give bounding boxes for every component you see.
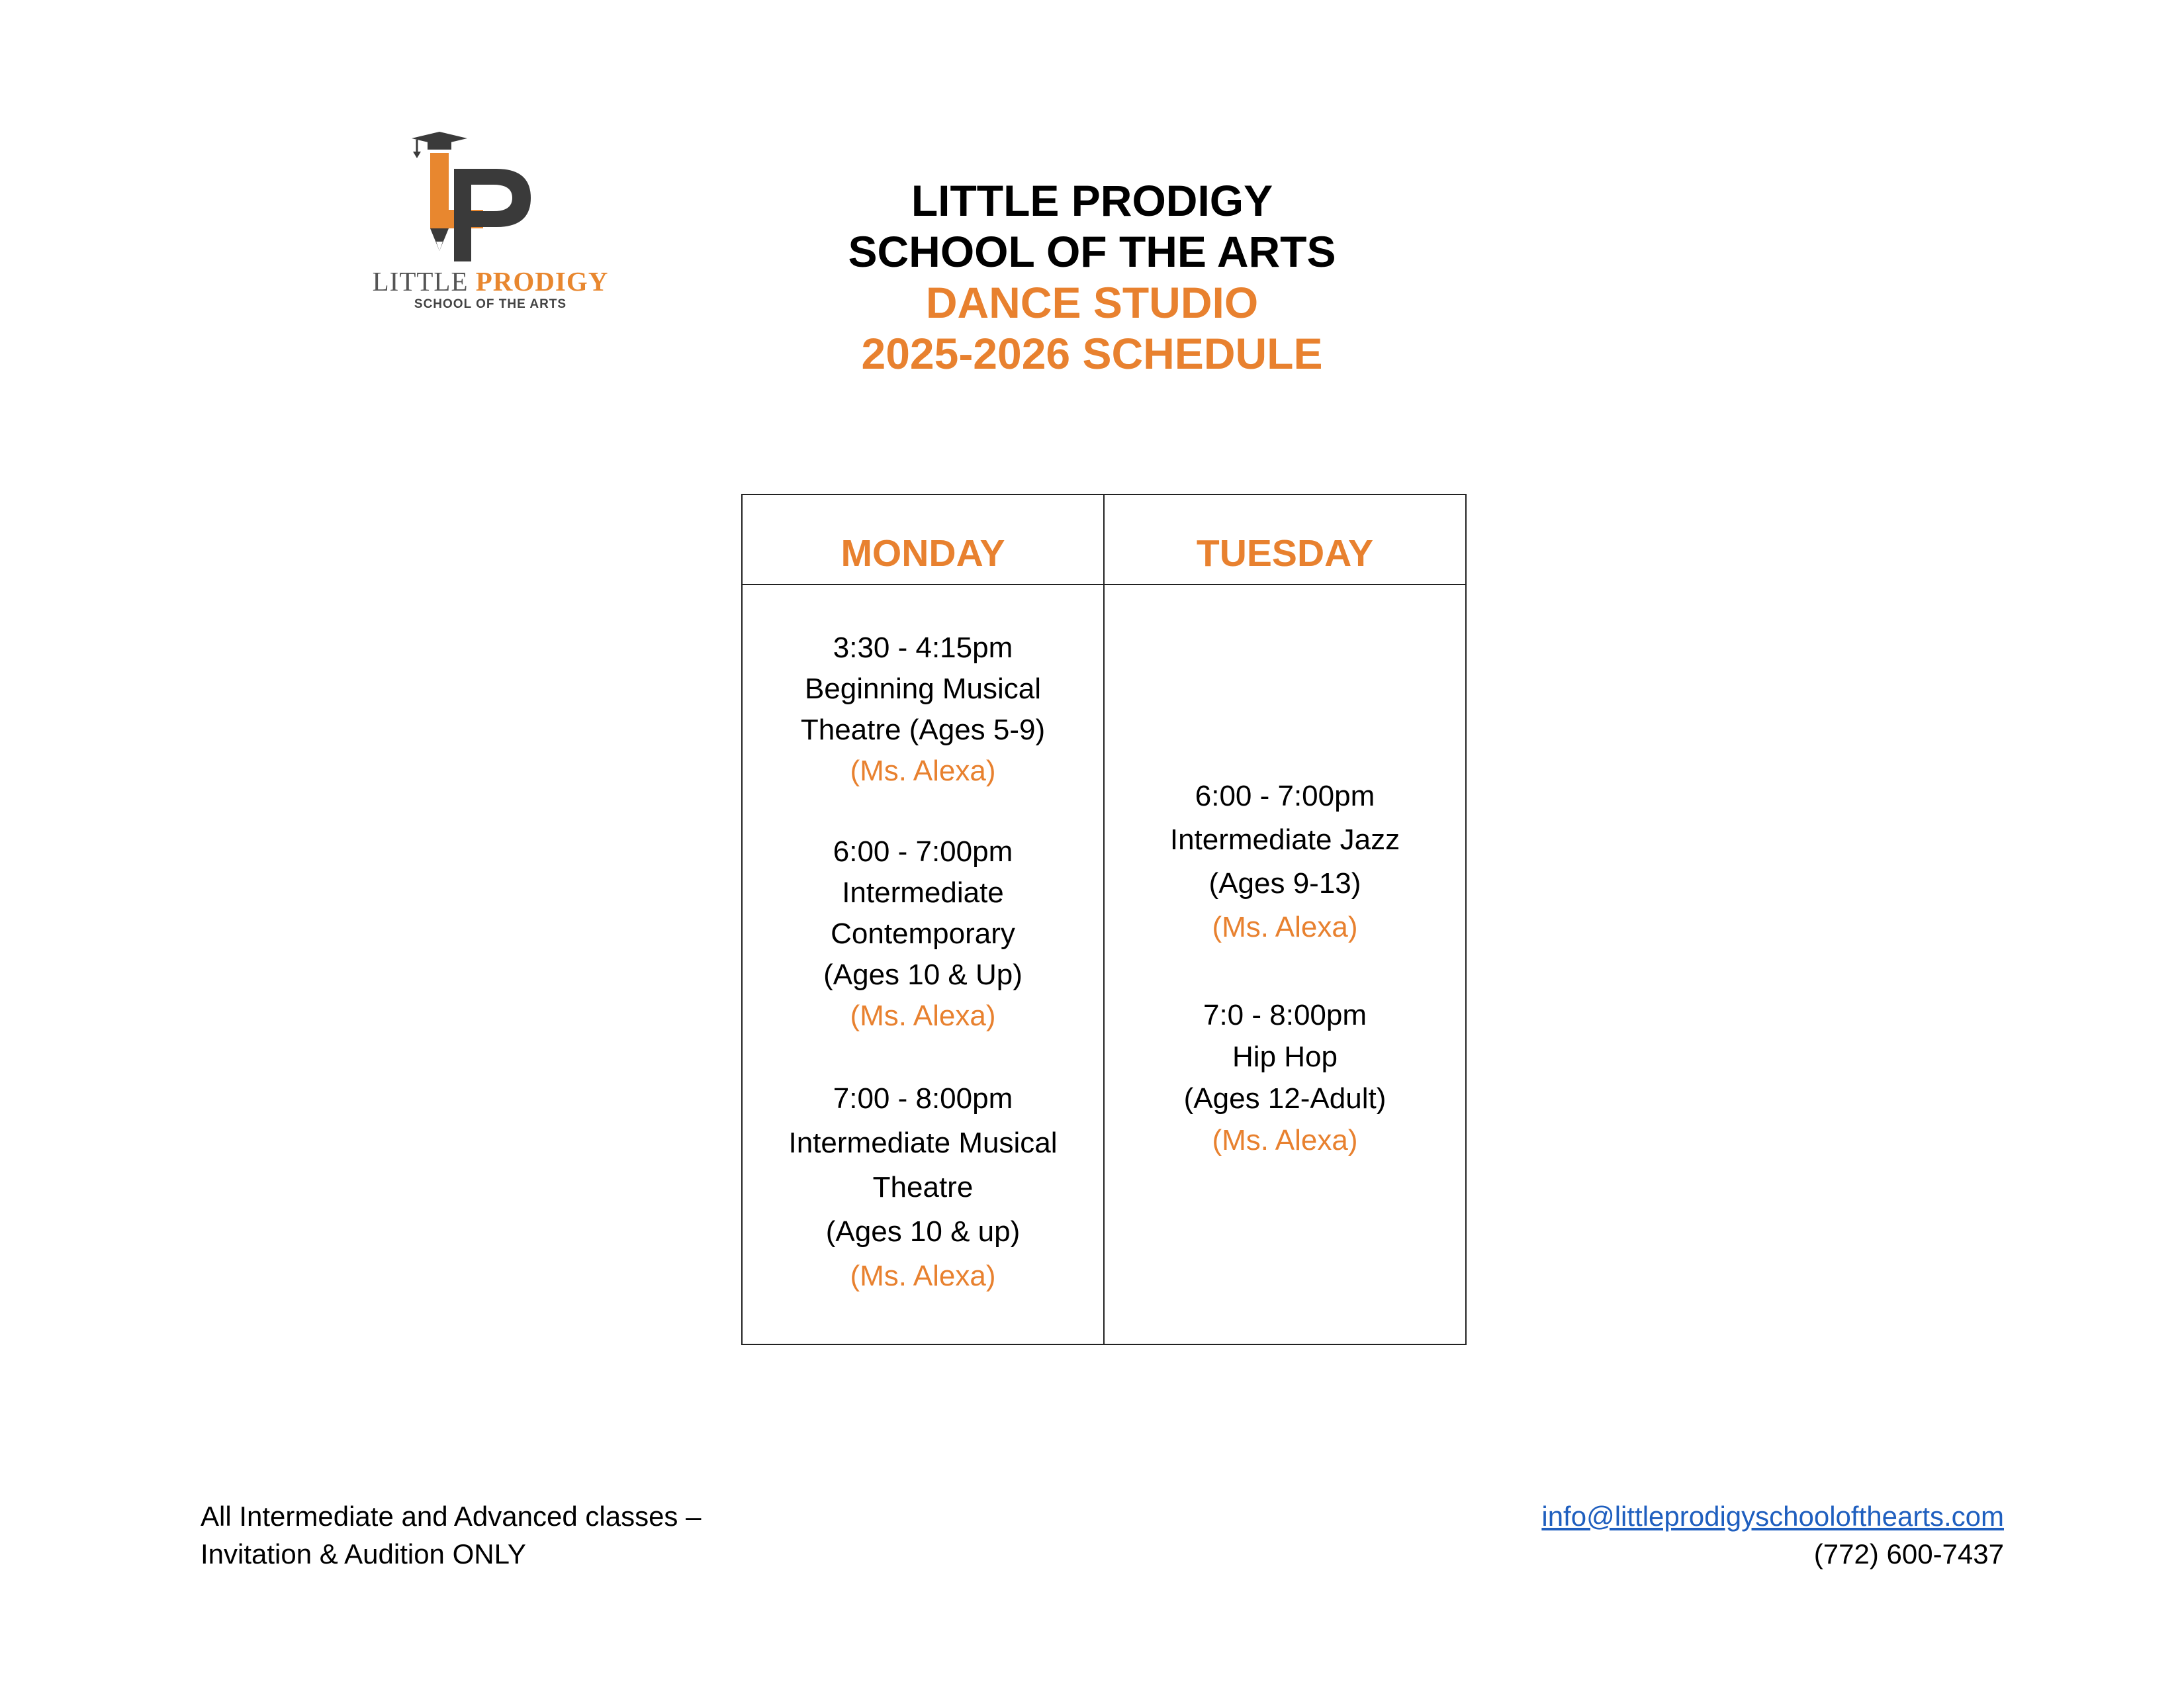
class-title: Hip Hop [1232, 1041, 1338, 1073]
class-ages: (Ages 9-13) [1208, 867, 1361, 900]
class-title: Contemporary [831, 917, 1015, 950]
class-teacher: (Ms. Alexa) [850, 755, 996, 787]
class-time: 6:00 - 7:00pm [833, 835, 1013, 868]
footer-note [201, 1497, 701, 1573]
class-time: 7:00 - 8:00pm [833, 1082, 1013, 1115]
logo [357, 129, 622, 321]
class-teacher: (Ms. Alexa) [850, 1000, 996, 1032]
class-time: 6:00 - 7:00pm [1195, 780, 1375, 812]
class-title: Intermediate Jazz [1169, 823, 1400, 856]
class-time: 7:0 - 8:00pm [1203, 999, 1367, 1031]
title-line-schedule-year: 2025-2026 SCHEDULE [861, 329, 1323, 378]
class-ages: (Ages 10 & up) [825, 1215, 1021, 1248]
class-teacher: (Ms. Alexa) [1212, 911, 1358, 943]
class-entry [1105, 994, 1465, 1161]
class-time: 3:30 - 4:15pm [833, 632, 1013, 664]
class-title: Theatre (Ages 5-9) [800, 714, 1046, 746]
monday-column [743, 628, 1103, 1298]
class-title: Theatre [872, 1171, 974, 1203]
class-entry [743, 831, 1103, 1037]
title-line-studio: DANCE STUDIO [925, 278, 1259, 327]
footer-contact [1541, 1497, 2004, 1573]
page-title [695, 175, 1489, 379]
schedule-table [741, 494, 1467, 1345]
class-title: Intermediate [842, 876, 1004, 909]
day-header-tuesday: TUESDAY [1196, 532, 1374, 575]
phone-number: (772) 600-7437 [1813, 1538, 2004, 1570]
footer-note-line: Invitation & Audition ONLY [201, 1538, 526, 1570]
title-line-school-name: LITTLE PRODIGY [911, 176, 1273, 225]
day-header-monday: MONDAY [841, 532, 1005, 575]
tuesday-column [1105, 774, 1465, 1161]
class-entry [743, 1076, 1103, 1298]
class-entry [743, 628, 1103, 792]
class-teacher: (Ms. Alexa) [1212, 1124, 1358, 1156]
lp-monogram-icon [357, 129, 622, 268]
email-link[interactable]: info@littleprodigyschoolofthearts.com [1541, 1501, 2004, 1532]
class-title: Intermediate Musical [788, 1127, 1058, 1159]
title-line-school-subtitle: SCHOOL OF THE ARTS [848, 227, 1336, 276]
logo-tagline: SCHOOL OF THE ARTS [414, 297, 567, 311]
footer-note-line: All Intermediate and Advanced classes – [201, 1501, 702, 1532]
class-title: Beginning Musical [804, 673, 1042, 705]
logo-name: LITTLE PRODIGY [372, 266, 609, 297]
class-entry [1105, 774, 1465, 949]
header-divider [743, 584, 1465, 585]
class-ages: (Ages 10 & Up) [823, 959, 1023, 991]
class-teacher: (Ms. Alexa) [850, 1260, 996, 1292]
class-ages: (Ages 12-Adult) [1183, 1082, 1387, 1115]
